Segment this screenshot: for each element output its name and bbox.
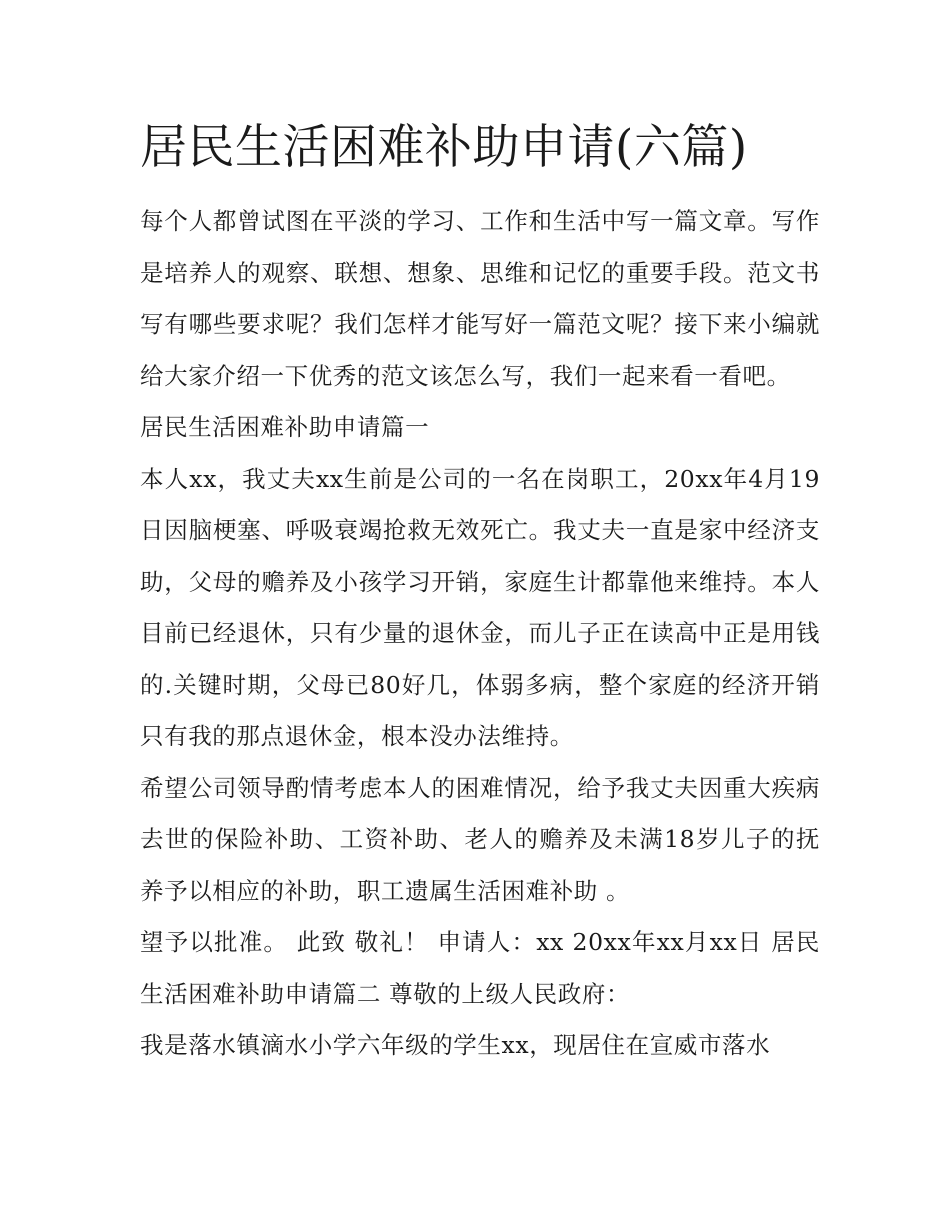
document-title: 居民生活困难补助申请(六篇) [140,120,748,175]
section1-paragraph-2: 希望公司领导酌情考虑本人的困难情况，给予我丈夫因重大疾病去世的保险补助、工资补助、老人的赡养及未满18岁儿子的抚养予以相应的补助，职工遗属生活困难补助 。 [140,773,820,905]
section2-paragraph-1: 我是落水镇滴水小学六年级的学生xx，现居住在宣威市落水 [140,1031,771,1059]
section1-paragraph-1: 本人xx，我丈夫xx生前是公司的一名在岗职工，20xx年4月19日因脑梗塞、呼吸衰竭抢救无效死亡。我丈夫一直是家中经济支助，父母的赡养及小孩学习开销，家庭生计都靠他来维持。本人目前已经退休，只有少量的退休金，而儿子正在读高中正是用钱的.关键时期，父母已80好几，体弱多病，整个家庭的经济开销只有我的那点退休金，根本没办法维持。 [140,464,820,750]
section1-paragraph-3: 望予以批准。 此致 敬礼！ 申请人：xx 20xx年xx月xx日 居民生活困难补助申请篇二 尊敬的上级人民政府： [140,928,820,1008]
section-heading-1: 居民生活困难补助申请篇一 [140,413,430,441]
intro-paragraph: 每个人都曾试图在平淡的学习、工作和生活中写一篇文章。写作是培养人的观察、联想、想象、思维和记忆的重要手段。范文书写有哪些要求呢？我们怎样才能写好一篇范文呢？接下来小编就给大家介绍一下优秀的范文该怎么写，我们一起来看一看吧。 [140,207,820,390]
document-page [140,112,820,1072]
